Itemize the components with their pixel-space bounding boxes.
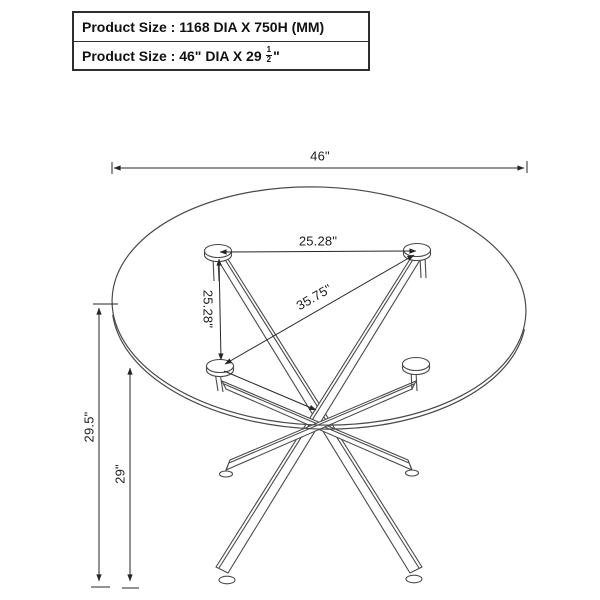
dim-height-total — [91, 304, 118, 587]
table-legs — [216, 256, 422, 573]
label-pad-diagonal: 35.75" — [293, 280, 335, 314]
foot-mid-right — [406, 470, 419, 476]
pad-stems — [213, 257, 426, 392]
label-height-underside: 29" — [112, 464, 128, 484]
leg-pads — [205, 244, 431, 393]
dim-pad-span-vertical — [219, 259, 221, 360]
product-size-inches: Product Size : 46" DIA X 29 $\frac{1}{2}$ " — [82, 45, 280, 64]
pad-top-left — [205, 245, 232, 262]
pad-top-right — [404, 244, 431, 261]
dim-pad-span-horizontal — [220, 251, 416, 252]
product-size-in-text: Product Size : 46" DIA X 29 — [82, 48, 262, 64]
label-diameter: 46" — [310, 148, 330, 164]
glass-top — [108, 180, 530, 436]
dimension-lines — [91, 161, 527, 588]
foot-front-left — [219, 576, 235, 584]
foot-mid-left — [220, 471, 233, 477]
product-size-mm-text: Product Size : 1168 DIA X 750H (MM) — [82, 19, 325, 35]
label-pad-span-horizontal: 25.28" — [298, 233, 338, 249]
label-height-total: 29.5" — [81, 411, 97, 443]
foot-front-right — [406, 575, 422, 583]
glass-top-edge — [108, 180, 530, 432]
label-pad-span-vertical: 25.28" — [200, 289, 216, 329]
pad-bottom-right — [403, 358, 430, 375]
half-fraction: $\frac{1}{2}$ — [266, 45, 272, 64]
pad-bottom-left — [207, 360, 234, 377]
